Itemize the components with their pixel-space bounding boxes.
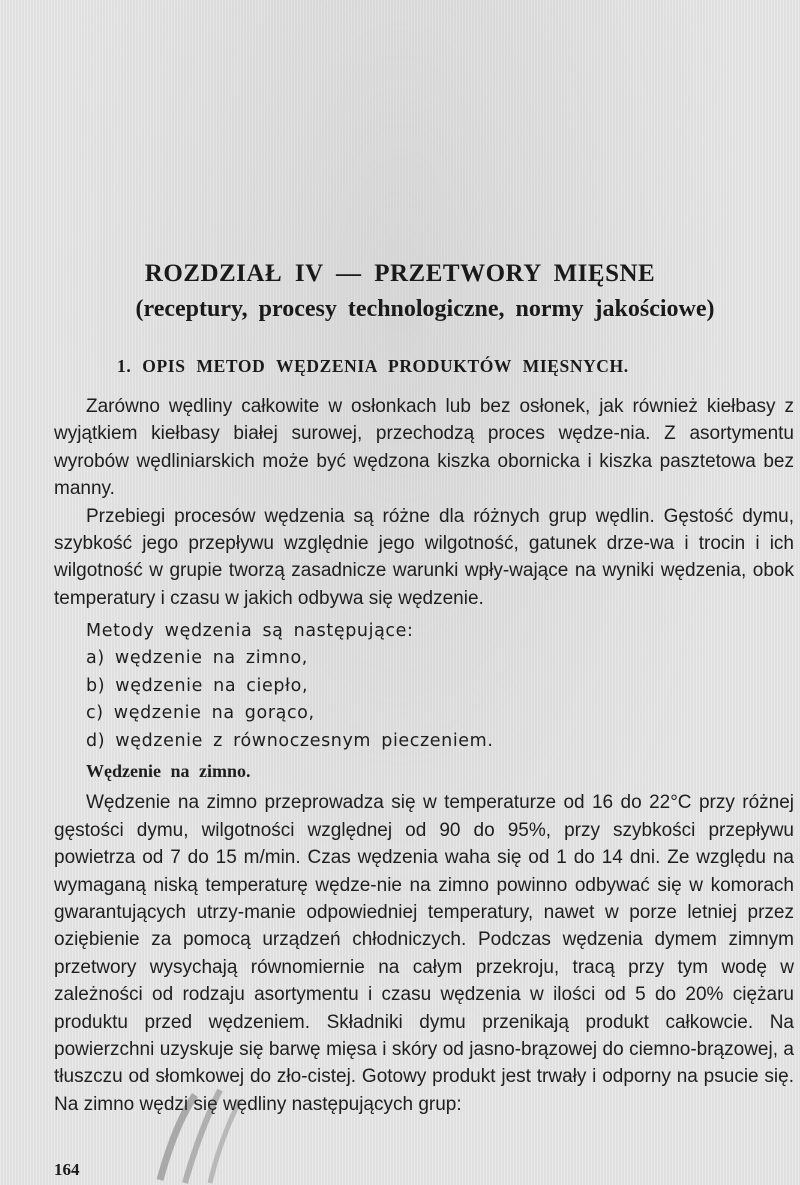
cold-smoking-heading: Wędzenie na zimno. [86, 761, 251, 781]
chapter-subtitle: (receptury, procesy technologiczne, normy jakościowe) [135, 296, 715, 322]
body-text-block [54, 393, 794, 612]
method-item-warm: b) wędzenie na ciepło, [86, 675, 309, 696]
page-number: 164 [54, 1160, 80, 1179]
methods-intro: Metody wędzenia są następujące: [86, 621, 414, 641]
chapter-title: ROZDZIAŁ IV — PRZETWORY MIĘSNE [144, 260, 656, 287]
smoking-methods-block [54, 618, 794, 755]
method-item-cold: a) wędzenie na zimno, [86, 648, 308, 669]
paragraph-casings: Zarówno wędliny całkowite w osłonkach lub bez osłonek, jak również kiełbasy z wyjątkiem kiełbasy białej surowej, przechodzą proces wędze-nia. Z asortymentu wyrobów wędliniarskich może być wędzona kiszka obornicka i kiszka pasztetowa bez manny. [54, 396, 794, 500]
section-title: 1. OPIS METOD WĘDZENIA PRODUKTÓW MIĘSNYCH. [117, 356, 629, 376]
cold-smoking-block [54, 758, 794, 1118]
paragraph-smoking-processes: Przebiegi procesów wędzenia są różne dla różnych grup wędlin. Gęstość dymu, szybkość jego przepływu względnie jego wilgotność, gatunek drze-wa i trocin i ich wilgotność w grupie tworzą zasadnicze warunki wpły-wające na wyniki wędzenia, obok temperatury i czasu w jakich odbywa się wędzenie. [54, 505, 794, 609]
method-item-hot: c) wędzenie na gorąco, [86, 703, 315, 724]
method-item-baking: d) wędzenie z równoczesnym pieczeniem. [86, 730, 494, 751]
cold-smoking-paragraph: Wędzenie na zimno przeprowadza się w temperaturze od 16 do 22°C przy różnej gęstości dymu, wilgotności względnej od 90 do 95%, przy szybkości przepływu powietrza od 7 do 15 m/min. Czas wędzenia waha się od 1 do 14 dni. Ze względu na wymaganą niską temperaturę wędze-nie na zimno powinno odbywać się w komorach gwarantujących utrzy-manie odpowiedniej temperatury, nawet w porze letniej przez oziębienie za pomocą urządzeń chłodniczych. Podczas wędzenia dymem zimnym przetwory wysychają równomiernie na całym przekroju, tracą przy tym wodę w zależności od rodzaju asortymentu i czasu wędzenia w ilości od 5 do 20% ciężaru produktu przed wędzeniem. Składniki dymu przenikają produkt całkowcie. Na powierzchni uzyskuje się barwę mięsa i skóry od jasno-brązowej do ciemno-brązowej, a tłuszczu od słomkowej do zło-cistej. Gotowy produkt jest trwały i odporny na psucie się. Na zimno wędzi się wędliny następujących grup: [54, 792, 794, 1115]
methods-list [54, 645, 794, 755]
